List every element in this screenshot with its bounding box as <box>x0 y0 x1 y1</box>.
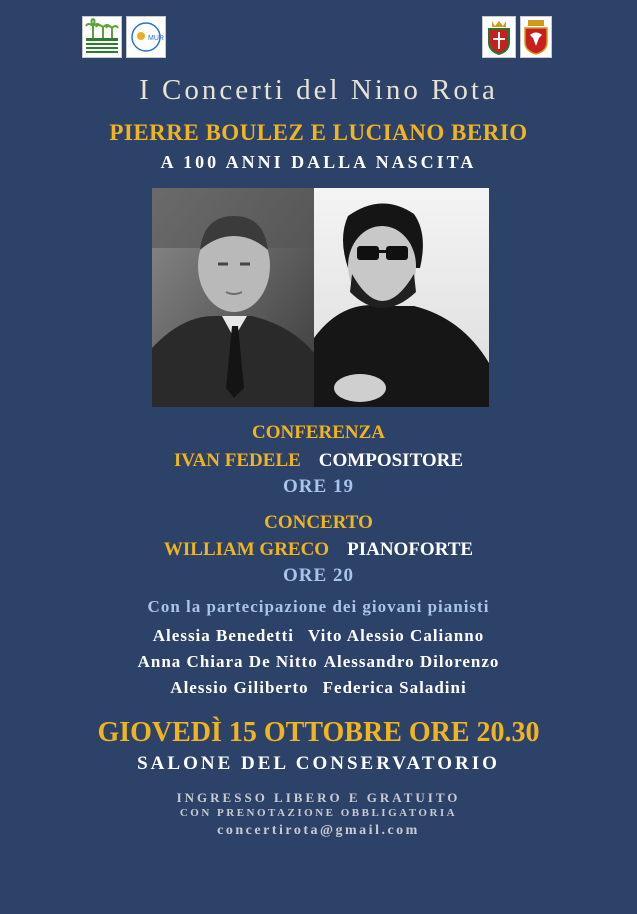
pianist-row <box>0 678 637 698</box>
concert-label: CONCERTO <box>264 512 373 533</box>
series-title: I Concerti del Nino Rota <box>139 74 498 106</box>
mur-logo-text: MUR <box>148 35 164 42</box>
concert-performer-line <box>0 539 637 561</box>
city-crest <box>482 16 516 58</box>
pianist-row <box>0 626 637 646</box>
concert-time: ORE 20 <box>283 565 354 586</box>
conference-time: ORE 19 <box>283 476 354 497</box>
concert-performer-role: PIANOFORTE <box>347 539 474 560</box>
subheadline: A 100 ANNI DALLA NASCITA <box>160 152 477 172</box>
pianist-name: Alessandro Dilorenzo <box>323 652 500 671</box>
portrait-image <box>152 188 489 407</box>
portrait-photos <box>152 188 489 407</box>
participation-intro: Con la partecipazione dei giovani pianisti <box>147 597 490 616</box>
mur-logo <box>126 16 166 58</box>
museum-logo <box>82 16 122 58</box>
pianist-row <box>0 652 637 672</box>
pianist-name: Vito Alessio Calianno <box>307 626 485 645</box>
region-crest <box>520 16 552 58</box>
conference-label: CONFERENZA <box>251 422 385 443</box>
conference-speaker-role: COMPOSITORE <box>318 450 464 471</box>
event-venue: SALONE DEL CONSERVATORIO <box>137 753 500 774</box>
mur-emblem-icon <box>128 19 164 55</box>
conference-speaker-name: IVAN FEDELE <box>173 450 301 471</box>
event-date: GIOVEDÌ 15 OTTOBRE ORE 20.30 <box>97 717 540 748</box>
headline: PIERRE BOULEZ E LUCIANO BERIO <box>109 120 528 145</box>
crest-shield-icon <box>484 18 514 56</box>
entry-info: INGRESSO LIBERO E GRATUITO <box>176 790 461 805</box>
crest-eagle-icon <box>522 18 550 56</box>
conference-speaker-line <box>0 450 637 472</box>
pianist-name: Anna Chiara De Nitto <box>137 652 318 671</box>
pianist-name: Alessio Giliberto <box>170 678 309 697</box>
booking-info: CON PRENOTAZIONE OBBLIGATORIA <box>179 807 458 819</box>
contact-email: concertirota@gmail.com <box>217 823 420 838</box>
concert-performer-name: WILLIAM GRECO <box>163 539 330 560</box>
pianist-name: Federica Saladini <box>322 678 467 697</box>
palm-tree-icon <box>84 18 120 56</box>
pianist-name: Alessia Benedetti <box>152 626 294 645</box>
